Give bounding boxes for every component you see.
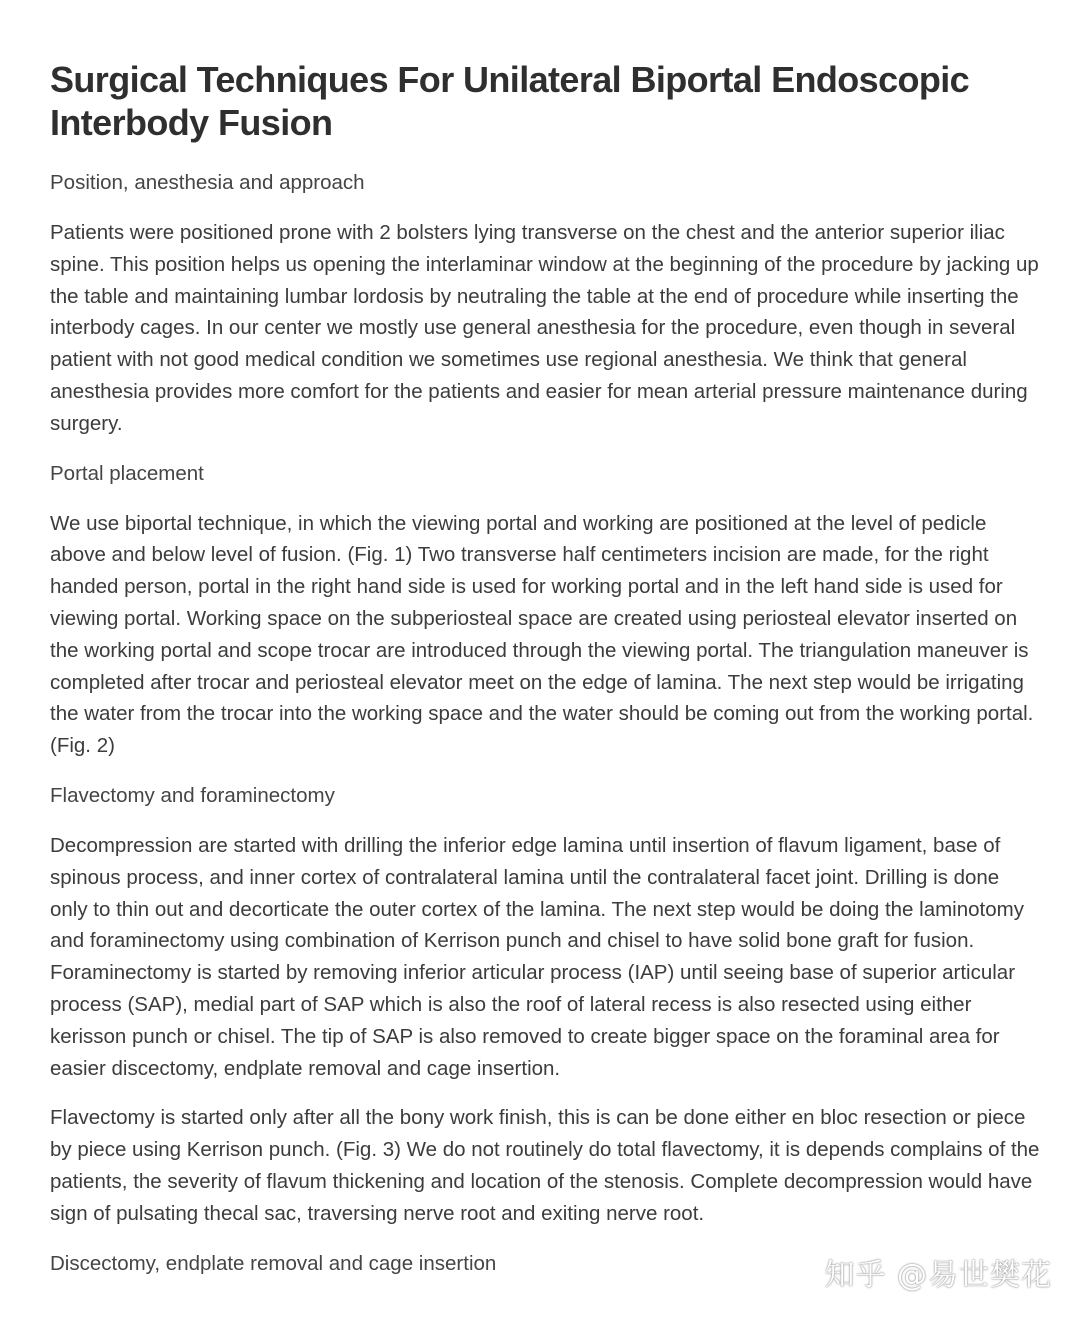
paragraph-decompression: Decompression are started with drilling the inferior edge lamina until insertion of flavum ligament, base of spinous process, and inner cortex of contralateral lamina until the contralateral facet joint. Drilling is done only to thin out and decorticate the outer cortex of the lamina. The next step would be doing the laminotomy and foraminectomy using combination of Kerrison punch and chisel to have solid bone graft for fusion. Foraminectomy is started by removing inferior articular process (IAP) until seeing base of superior articular process (SAP), medial part of SAP which is also the roof of lateral recess is also resected using either kerisson punch or chisel. The tip of SAP is also removed to create bigger space on the foraminal area for easier discectomy, endplate removal and cage insertion. xyxy=(50,833,1024,1080)
section-heading-portal: Portal placement xyxy=(50,461,204,485)
article xyxy=(50,58,1040,1298)
watermark: 知乎 @易世樊花 xyxy=(824,1258,1052,1293)
section-heading-discectomy: Discectomy, endplate removal and cage insertion xyxy=(50,1251,497,1275)
paragraph-portal: We use biportal technique, in which the viewing portal and working are positioned at the level of pedicle above and below level of fusion. (Fig. 1) Two transverse half centimeters incision are made, for the right handed person, portal in the right hand side is used for working portal and in the left hand side is used for viewing portal. Working space on the subperiosteal space are created using periosteal elevator inserted on the working portal and scope trocar are introduced through the viewing portal. The triangulation maneuver is completed after trocar and periosteal elevator meet on the edge of lamina. The next step would be irrigating the water from the trocar into the working space and the water should be coming out from the working portal. (Fig. 2) xyxy=(50,511,1034,758)
article-title: Surgical Techniques For Unilateral Biportal Endoscopic Interbody Fusion xyxy=(50,59,970,143)
paragraph-position: Patients were positioned prone with 2 bolsters lying transverse on the chest and the anterior superior iliac spine. This position helps us opening the interlaminar window at the beginning of the procedure by jacking up the table and maintaining lumbar lordosis by neutraling the table at the end of procedure while inserting the interbody cages. In our center we mostly use general anesthesia for the procedure, even though in several patient with not good medical condition we sometimes use regional anesthesia. We think that general anesthesia provides more comfort for the patients and easier for mean arterial pressure maintenance during surgery. xyxy=(50,221,1039,435)
paragraph-flavectomy: Flavectomy is started only after all the bony work finish, this is can be done either en bloc resection or piece by piece using Kerrison punch. (Fig. 3) We do not routinely do total flavectomy, it is depends complains of the patients, the severity of flavum thickening and location of the stenosis. Complete decompression would have sign of pulsating thecal sac, traversing nerve root and exiting nerve root. xyxy=(50,1106,1040,1225)
section-heading-position: Position, anesthesia and approach xyxy=(50,171,365,194)
section-heading-flavectomy: Flavectomy and foraminectomy xyxy=(50,783,335,807)
